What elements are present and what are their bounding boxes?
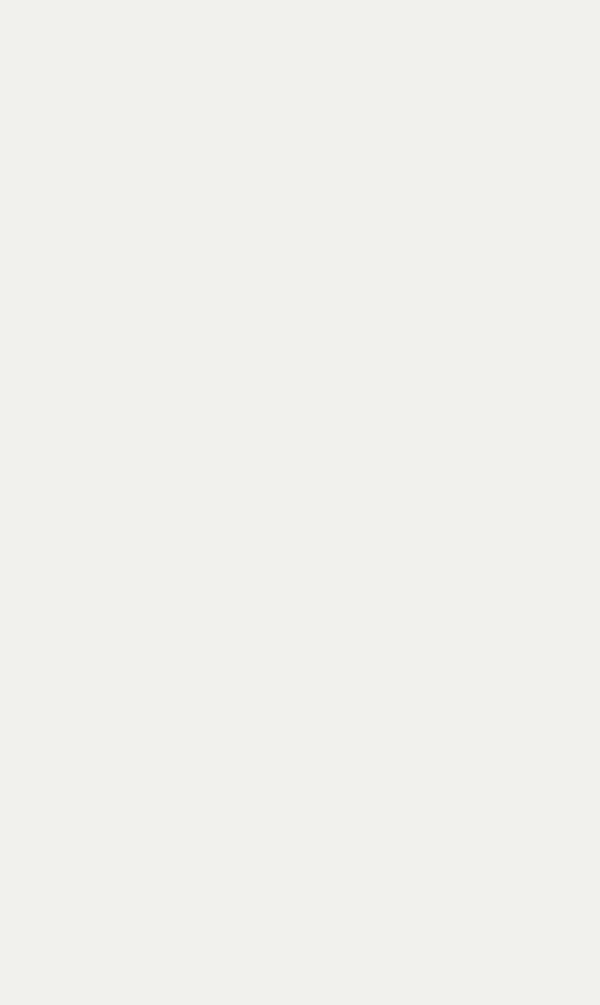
background-watermark [60, 192, 600, 312]
